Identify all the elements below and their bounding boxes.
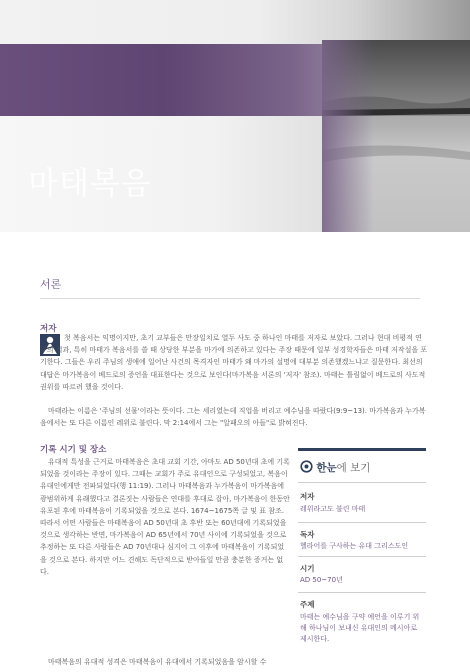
sidebar-value-theme: 마태는 예수님을 구약 예언을 이루기 위해 하나님이 보내신 유대인의 메시아로 제시한다. [300,613,420,643]
date-place-heading: 기록 시기 및 장소 [40,445,107,455]
sidebar-label-date: 시기 [300,564,315,573]
sidebar-value-date: AD 50~70년 [300,576,343,584]
eye-circle-icon [300,460,313,473]
header-banner [0,0,470,232]
sidebar-heading-highlight: 한눈 [316,462,337,474]
date-place-paragraph-2: 마태복음의 유대적 성격은 마태복음이 유대에서 기록되었음을 암시할 수 [48,658,267,666]
sidebar-value-author: 레위라고도 불린 마태 [300,505,366,513]
author-paragraph-1: 첫 복음서는 익명이지만, 초기 교부들은 만장일치로 열두 사도 중 하나인 마태를 저자로 보았다. 그러나 현대 비평적 연구의 결과, 특히 마태가 복음서를 쓸 때 상당한 부분을 마가에 의존하고 있다는 주장 때문에 일부 성경학자들은 마태 저작설을 포기한다. 그들은 우리 주님의 생애에 일어난 사건의 목격자인 마태가 왜 마가의 설명에 대부분 의존했겠느냐고 질문한다. 최선의 대답은 마가복음이 베드로의 증언을 대표한다는 것으로 보인다(마가복음 서론의 '저자' 참조). 마태는 틀림없이 베드로의 사도적 권위를 따르려 했을 것이다. [40,334,428,391]
sidebar-value-audience: 헬라어를 구사하는 유대 그리스도인 [300,542,409,550]
sidebar-divider [298,522,426,523]
section-title: 서론 [40,278,62,291]
sidebar-divider [298,592,426,593]
author-paragraph-2: 마태라는 이름은 '주님의 선물'이라는 뜻이다. 그는 세리였는데 직업을 버리고 예수님을 따랐다(9:9~13). 마가복음과 누가복음에서는 또 다른 이름인 레위로 불린다. 막 2:14에서 그는 "알패오의 아들"로 밝혀진다. [40,407,426,428]
date-place-paragraph-1: 유대적 특성을 근거로 마태복음은 초대 교회 기간, 아마도 AD 50년대 초에 기록되었을 것이라는 주장이 있다. 그때는 교회가 주로 유대인으로 구성되었고, 복음이 유대인에게만 전파되었다(행 11:19). 그러나 마태복음과 누가복음이 마가복음에 광범위하게 유래했다고 결론짓는 사람들은 연대를 후대로 잡아, 마가복음이 한동안 유포된 후에 마태복음이 기록되었을 것으로 본다. 1674~1675쪽 글 및 표 참조. 따라서 어떤 사람들은 마태복음이 AD 50년대 초 후반 또는 60년대에 기록되었을 것으로 생각하는 반면, 마가복음이 AD 65년에서 70년 사이에 기록되었을 것으로 추정하는 또 다른 사람들은 AD 70년대나 심지어 그 이후에 마태복음이 기록되었을 것으로 본다. 하지만 어느 견해도 독단적으로 받아들일 만큼 충분한 증거는 없다. [40,458,290,576]
page-title: 마태복음 [28,166,152,202]
sidebar-divider [298,556,426,557]
sidebar-top-rule [298,448,426,451]
header-top-band [0,0,470,44]
sidebar-heading [300,460,370,475]
landscape-photo [322,40,470,232]
section-divider [40,298,420,299]
sidebar-heading-rest: 에 보기 [336,462,371,474]
sidebar-label-theme: 주제 [300,600,315,609]
author-heading: 저자 [40,324,57,334]
sidebar-divider [298,482,426,483]
sidebar-label-audience: 독자 [300,530,315,539]
sidebar-label-author: 저자 [300,492,315,501]
